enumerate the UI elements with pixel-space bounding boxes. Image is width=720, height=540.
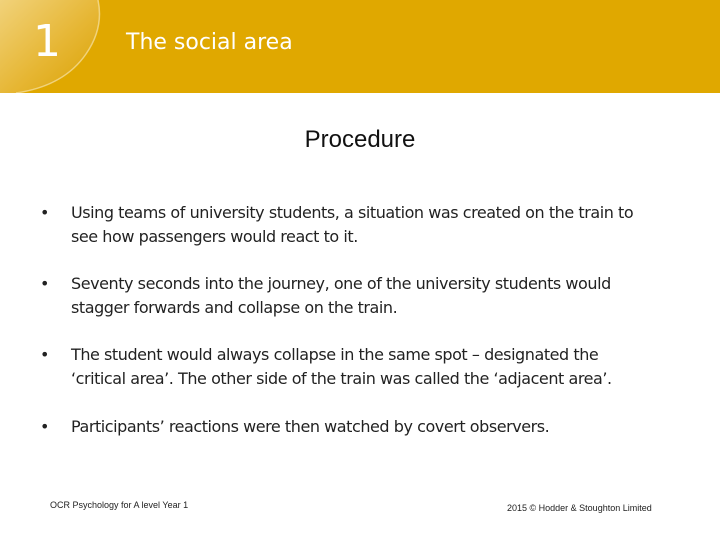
bullet-text: Using teams of university students, a situation was created on the train to see how passengers would react to it. xyxy=(71,203,634,246)
header-band xyxy=(0,0,720,93)
bullet-text: Seventy seconds into the journey, one of the university students would stagger forwards and collapse on the train. xyxy=(71,274,611,317)
bullet-dot: • xyxy=(40,203,50,222)
bullet-text: Participants’ reactions were then watched by covert observers. xyxy=(71,417,550,436)
chapter-number: 1 xyxy=(33,16,61,67)
header-title: The social area xyxy=(126,30,293,55)
slide-title: Procedure xyxy=(304,126,416,153)
footer-copyright: 2015 © Hodder & Stoughton Limited xyxy=(507,503,652,513)
bullet-dot: • xyxy=(40,274,50,293)
bullet-text: The student would always collapse in the same spot – designated the ‘critical area’. The other side of the train was called the ‘adjacent area’. xyxy=(71,345,612,388)
chapter-tab xyxy=(0,0,104,93)
footer-course-title: OCR Psychology for A level Year 1 xyxy=(50,500,189,510)
bullet-dot: • xyxy=(40,417,50,436)
bullet-dot: • xyxy=(40,345,50,364)
